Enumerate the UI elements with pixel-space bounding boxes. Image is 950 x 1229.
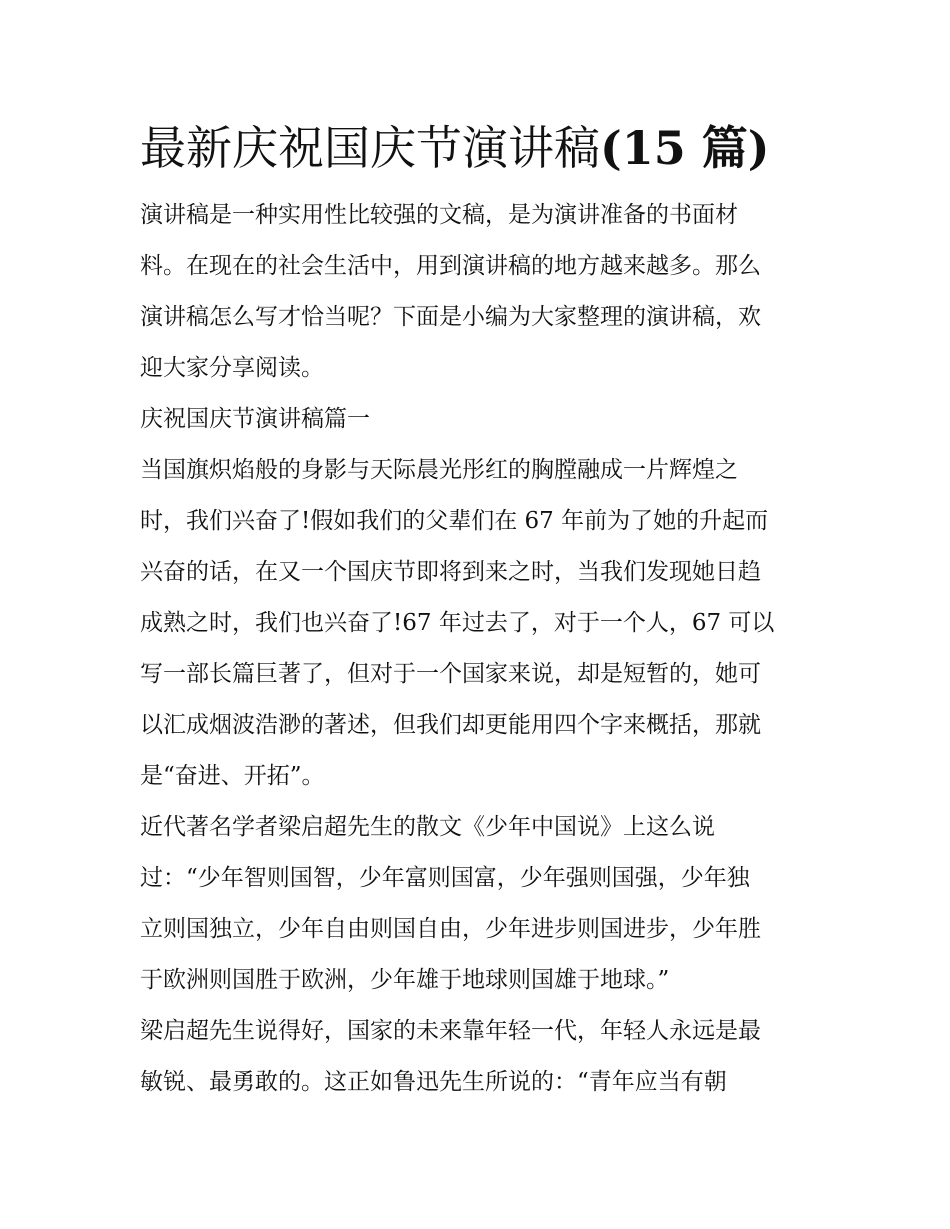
text-line: 料。在现在的社会生活中，用到演讲稿的地方越来越多。那么 — [140, 253, 761, 279]
text-line: 时，我们兴奋了!假如我们的父辈们在 67 年前为了她的升起而 — [140, 508, 769, 534]
text-line: 写一部长篇巨著了，但对于一个国家来说，却是短暂的，她可 — [140, 661, 761, 687]
text-line: 立则国独立，少年自由则国自由，少年进步则国进步，少年胜 — [140, 916, 761, 942]
text-line: 于欧洲则国胜于欧洲，少年雄于地球则国雄于地球。” — [140, 967, 670, 993]
text-line: 是“奋进、开拓”。 — [140, 763, 325, 789]
text-line: 庆祝国庆节演讲稿篇一 — [140, 406, 370, 432]
text-line: 当国旗炽焰般的身影与天际晨光彤红的胸膛融成一片辉煌之 — [140, 457, 738, 483]
text-line: 兴奋的话，在又一个国庆节即将到来之时，当我们发现她日趋 — [140, 559, 761, 585]
document-body — [140, 112, 820, 1108]
text-line: 演讲稿是一种实用性比较强的文稿，是为演讲准备的书面材 — [140, 202, 738, 228]
text-line: 以汇成烟波浩渺的著述，但我们却更能用四个字来概括，那就 — [140, 712, 761, 738]
text-line: 近代著名学者梁启超先生的散文《少年中国说》上这么说 — [140, 814, 715, 840]
paragraph — [140, 1006, 820, 1108]
text-line: 梁启超先生说得好，国家的未来靠年轻一代，年轻人永远是最 — [140, 1018, 761, 1044]
title-suffix: (15 篇) — [600, 121, 770, 175]
paragraph-list — [140, 190, 820, 1108]
paragraph — [140, 445, 820, 802]
text-line: 演讲稿怎么写才恰当呢？下面是小编为大家整理的演讲稿，欢 — [140, 304, 761, 330]
text-line: 过：“少年智则国智，少年富则国富，少年强则国强，少年独 — [140, 865, 750, 891]
text-line: 成熟之时，我们也兴奋了!67 年过去了，对于一个人，67 可以 — [140, 610, 775, 636]
paragraph — [140, 802, 820, 1006]
paragraph — [140, 394, 820, 445]
text-line: 迎大家分享阅读。 — [140, 355, 324, 381]
document-title — [140, 112, 820, 184]
paragraph — [140, 190, 820, 394]
title-main: 最新庆祝国庆节演讲稿 — [140, 121, 600, 175]
text-line: 敏锐、最勇敢的。这正如鲁迅先生所说的：“青年应当有朝 — [140, 1069, 727, 1095]
